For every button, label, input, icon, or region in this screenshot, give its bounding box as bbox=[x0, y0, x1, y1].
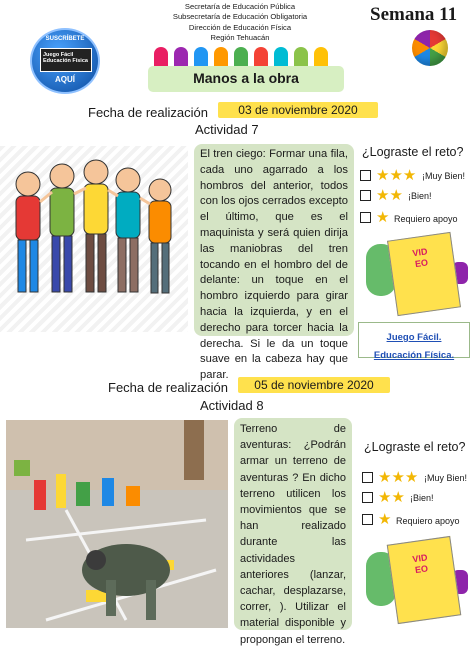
star-icon: ★★★ bbox=[378, 469, 419, 486]
date-value: 05 de noviembre 2020 bbox=[238, 377, 390, 393]
video-icon[interactable] bbox=[387, 232, 461, 316]
date-value: 03 de noviembre 2020 bbox=[218, 102, 378, 118]
star-icon: ★ bbox=[378, 511, 392, 528]
header-line: Dirección de Educación Física bbox=[188, 22, 292, 32]
video-icon[interactable] bbox=[387, 536, 462, 624]
ball-icon bbox=[412, 30, 448, 66]
badge-inner-text: Juego Fácil Educación Física bbox=[43, 52, 88, 64]
option-label: ¡Bien! bbox=[408, 191, 432, 201]
challenge-title: ¿Lograste el reto? bbox=[364, 440, 466, 454]
banner-title: Manos a la obra bbox=[193, 70, 299, 86]
activity-title: Actividad 7 bbox=[195, 122, 259, 137]
header-line: Secretaría de Educación Pública bbox=[184, 2, 296, 11]
activity-description: Terreno de aventuras: ¿Podrán armar un terreno de aventuras ? En dicho terreno utilicen los movimientos que se han realizado durante las actividades anteriores (lanzar, cachar, desplazarse, correr, ). Utilizar el material disponible y propongan el terreno. bbox=[234, 418, 352, 630]
children-train-illustration bbox=[0, 146, 188, 332]
resource-link-box[interactable] bbox=[358, 322, 470, 361]
badge-logo bbox=[40, 48, 92, 72]
option-label: ¡Muy Bien! bbox=[422, 171, 466, 181]
option-label: ¡Bien! bbox=[410, 493, 434, 503]
date-label: Fecha de realización bbox=[88, 105, 208, 120]
adventure-terrain-photo bbox=[6, 420, 228, 628]
option-label: ¡Muy Bien! bbox=[424, 473, 468, 483]
video-card[interactable] bbox=[360, 232, 470, 316]
star-icon: ★ bbox=[376, 209, 390, 226]
institution-header bbox=[150, 2, 330, 44]
subscribe-badge[interactable] bbox=[30, 28, 100, 94]
activity-title: Actividad 8 bbox=[200, 398, 264, 413]
checkbox[interactable] bbox=[362, 472, 373, 483]
badge-top-text: SUSCRÍBETE bbox=[45, 36, 85, 42]
section-banner bbox=[148, 66, 344, 92]
star-icon: ★★★ bbox=[376, 167, 417, 184]
header-line: Región Tehuacán bbox=[210, 33, 270, 43]
option-label: Requiero apoyo bbox=[394, 214, 458, 224]
header-line: Subsecretaría de Educación Obligatoria bbox=[172, 12, 308, 22]
video-label: VIDEO bbox=[411, 246, 429, 270]
children-train-icon bbox=[0, 146, 188, 332]
checkbox[interactable] bbox=[360, 212, 371, 223]
option-label: Requiero apoyo bbox=[396, 516, 460, 526]
checkbox[interactable] bbox=[360, 170, 371, 181]
checkbox[interactable] bbox=[362, 514, 373, 525]
resource-link[interactable]: Juego Fácil. Educación Física. bbox=[373, 332, 455, 361]
challenge-title: ¿Lograste el reto? bbox=[362, 145, 464, 159]
date-label: Fecha de realización bbox=[108, 380, 228, 395]
activity-description: El tren ciego: Formar una fila, cada uno agarrado a los hombros del anterior, todos con los ojos cerrados excepto el último, que es el maquinista y será quien dirija las maniobras del tren tocando en el hombro del de delante: un toque en el hombro izquierdo para girar hacia la izquierda, y en el derecho para torcer hacia la derecha. Si le da un toque suave en la cabeza hay que parar. bbox=[194, 144, 354, 336]
checkbox[interactable] bbox=[360, 190, 371, 201]
video-card[interactable] bbox=[362, 534, 472, 624]
video-label: VIDEO bbox=[411, 552, 429, 576]
week-title: Semana 11 bbox=[370, 4, 458, 25]
star-icon: ★★ bbox=[376, 187, 403, 204]
photo-icon bbox=[6, 420, 228, 628]
star-icon: ★★ bbox=[378, 489, 405, 506]
checkbox[interactable] bbox=[362, 492, 373, 503]
badge-bottom-text: AQUÍ bbox=[55, 75, 75, 84]
